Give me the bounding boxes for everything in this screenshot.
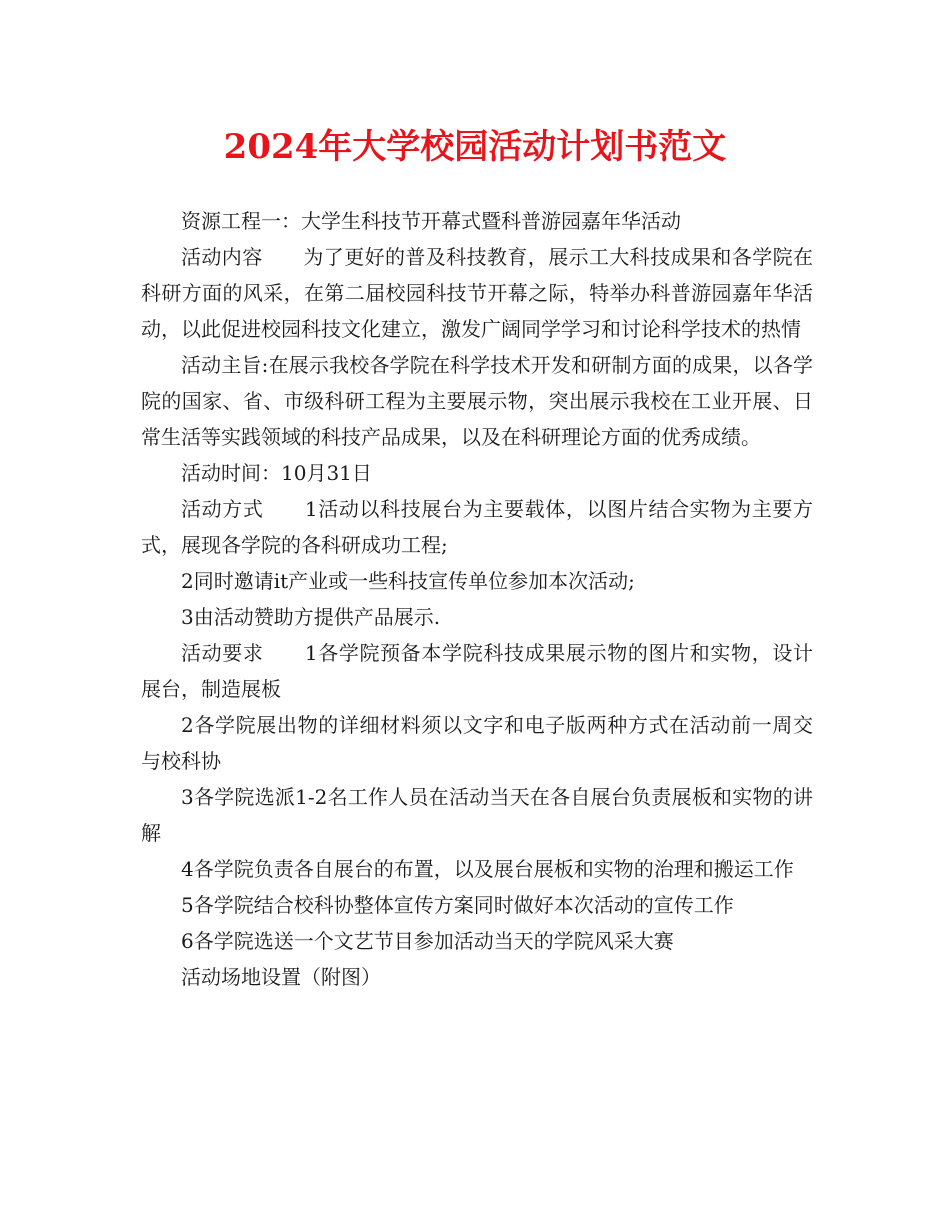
paragraph: 活动方式 1活动以科技展台为主要载体，以图片结合实物为主要方式，展现各学院的各科研成功工程; (141, 497, 813, 557)
paragraph: 2各学院展出物的详细材料须以文字和电子版两种方式在活动前一周交与校科协 (141, 713, 813, 773)
paragraph: 3各学院选派1-2名工作人员在活动当天在各自展台负责展板和实物的讲解 (141, 785, 813, 845)
document-body (141, 203, 813, 995)
document-title: 2024年大学校园活动计划书范文 (223, 127, 727, 167)
paragraph: 活动要求 1各学院预备本学院科技成果展示物的图片和实物，设计展台，制造展板 (141, 641, 813, 701)
paragraph: 活动时间：10月31日 (181, 461, 372, 485)
paragraph: 资源工程一：大学生科技节开幕式暨科普游园嘉年华活动 (181, 209, 681, 233)
paragraph: 6各学院选送一个文艺节目参加活动当天的学院风采大赛 (181, 929, 674, 953)
paragraph: 活动内容 为了更好的普及科技教育，展示工大科技成果和各学院在科研方面的风采，在第二届校园科技节开幕之际，特举办科普游园嘉年华活动，以此促进校园科技文化建立，激发广阔同学学习和讨论科学技术的热情 (141, 245, 813, 341)
paragraph: 5各学院结合校科协整体宣传方案同时做好本次活动的宣传工作 (181, 893, 734, 917)
paragraph: 4各学院负责各自展台的布置，以及展台展板和实物的治理和搬运工作 (181, 857, 794, 881)
paragraph: 2同时邀请it产业或一些科技宣传单位参加本次活动; (181, 569, 635, 593)
paragraph: 活动场地设置（附图） (181, 965, 381, 989)
paragraph: 3由活动赞助方提供产品展示. (181, 605, 441, 629)
paragraph: 活动主旨:在展示我校各学院在科学技术开发和研制方面的成果，以各学院的国家、省、市级科研工程为主要展示物，突出展示我校在工业开展、日常生活等实践领域的科技产品成果，以及在科研理论方面的优秀成绩。 (141, 353, 813, 449)
